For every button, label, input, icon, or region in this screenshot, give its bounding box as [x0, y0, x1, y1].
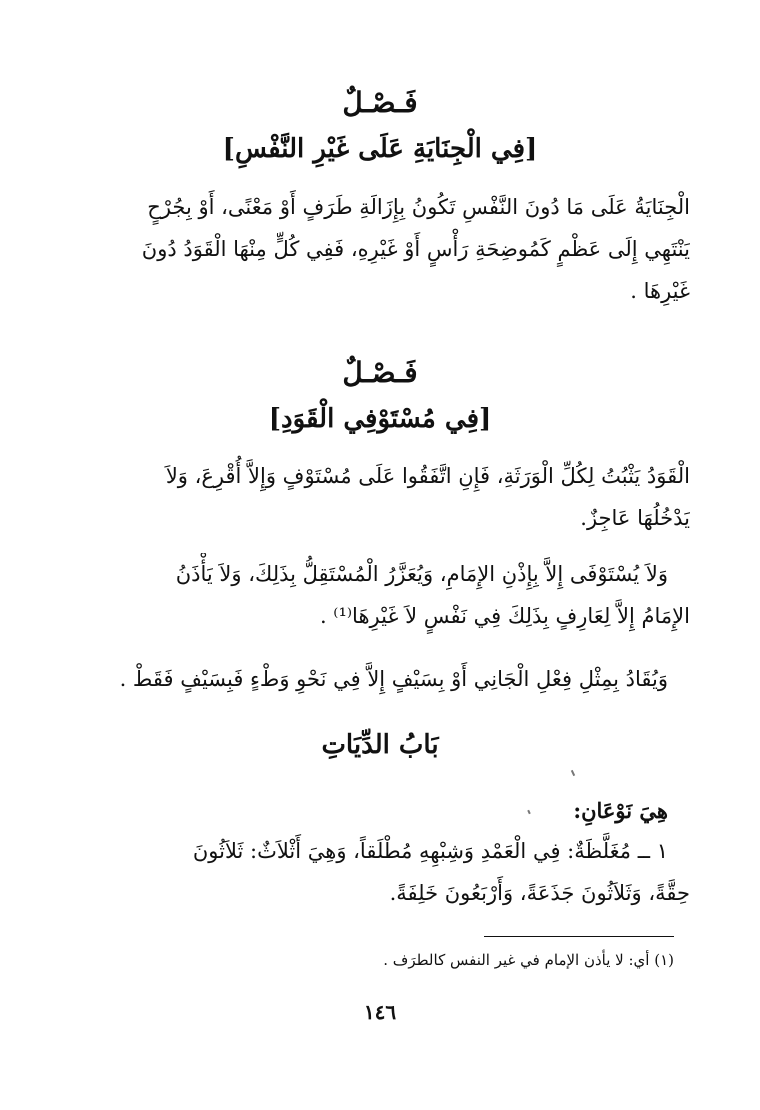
section-1-fasl-heading: فَـصْـلٌ	[342, 86, 418, 119]
section-2-paragraph-3	[78, 658, 690, 700]
page-number: ١٤٦	[363, 1000, 397, 1024]
chapter-title: بَابُ الدِّيَاتِ	[321, 730, 439, 760]
section-1-title: [فِي الْجِنَايَةِ عَلَى غَيْرِ النَّفْسِ]	[222, 134, 538, 164]
text-line: غَيْرِهَا .	[630, 279, 690, 303]
text-line: الإِمَامُ إِلاَّ لِعَارِفٍ بِذَلِكَ فِي نَفْسٍ لاَ غَيْرِهَا⁽¹⁾ .	[319, 604, 690, 628]
section-2-title: [فِي مُسْتَوْفِي الْقَوَدِ]	[268, 404, 492, 434]
chapter-item-1	[78, 830, 690, 914]
footnote-divider	[484, 936, 674, 937]
text-line: وَلاَ يُسْتَوْفَى إِلاَّ بِإِذْنِ الإِمَامِ، وَيُعَزَّرُ الْمُسْتَقِلُّ بِذَلِكَ، وَلاَ يَأْذَنُ	[175, 562, 668, 586]
footnote: (١) أي: لا يأذن الإمام في غير النفس كالطرَف .	[383, 951, 674, 969]
text-line: هِيَ نَوْعَانِ:	[573, 798, 668, 823]
section-2-paragraph-1	[78, 455, 690, 539]
section-2-paragraph-2	[78, 553, 690, 637]
section-1-paragraph	[78, 186, 690, 312]
text-line: حِقَّةً، وَثَلاَثُونَ جَذَعَةً، وَأَرْبَعُونَ خَلِفَةً.	[389, 881, 690, 905]
text-line: يَدْخُلُهَا عَاجِزٌ.	[580, 506, 690, 530]
text-line: وَيُقَادُ بِمِثْلِ فِعْلِ الْجَانِي أَوْ بِسَيْفٍ إِلاَّ فِي نَحْوِ وَطْءٍ فَبِسَيْفٍ فَقَطْ .	[119, 667, 668, 691]
scan-speck	[571, 770, 575, 776]
section-2-fasl-heading: فَـصْـلٌ	[342, 356, 418, 389]
chapter-intro	[78, 790, 690, 832]
text-line: الْقَوَدُ يَثْبُتُ لِكُلِّ الْوَرَثَةِ، فَإِنِ اتَّفَقُوا عَلَى مُسْتَوْفٍ وَإِلاَّ أُقْرِعَ، وَلاَ	[165, 464, 690, 488]
text-line: ١ ــ مُغَلَّظَةٌ: فِي الْعَمْدِ وَشِبْهِهِ مُطْلَقاً، وَهِيَ أَثْلاَثٌ: ثَلاَثُونَ	[192, 839, 668, 863]
text-line: يَنْتَهِي إِلَى عَظْمٍ كَمُوضِحَةِ رَأْسٍ أَوْ غَيْرِهِ، فَفِي كُلٍّ مِنْهَا الْقَوَدُ دُونَ	[141, 237, 690, 261]
text-line: الْجِنَايَةُ عَلَى مَا دُونَ النَّفْسِ تَكُونُ بِإِزَالَةِ طَرَفٍ أَوْ مَعْنًى، أَوْ بِجُرْحٍ	[147, 195, 690, 219]
